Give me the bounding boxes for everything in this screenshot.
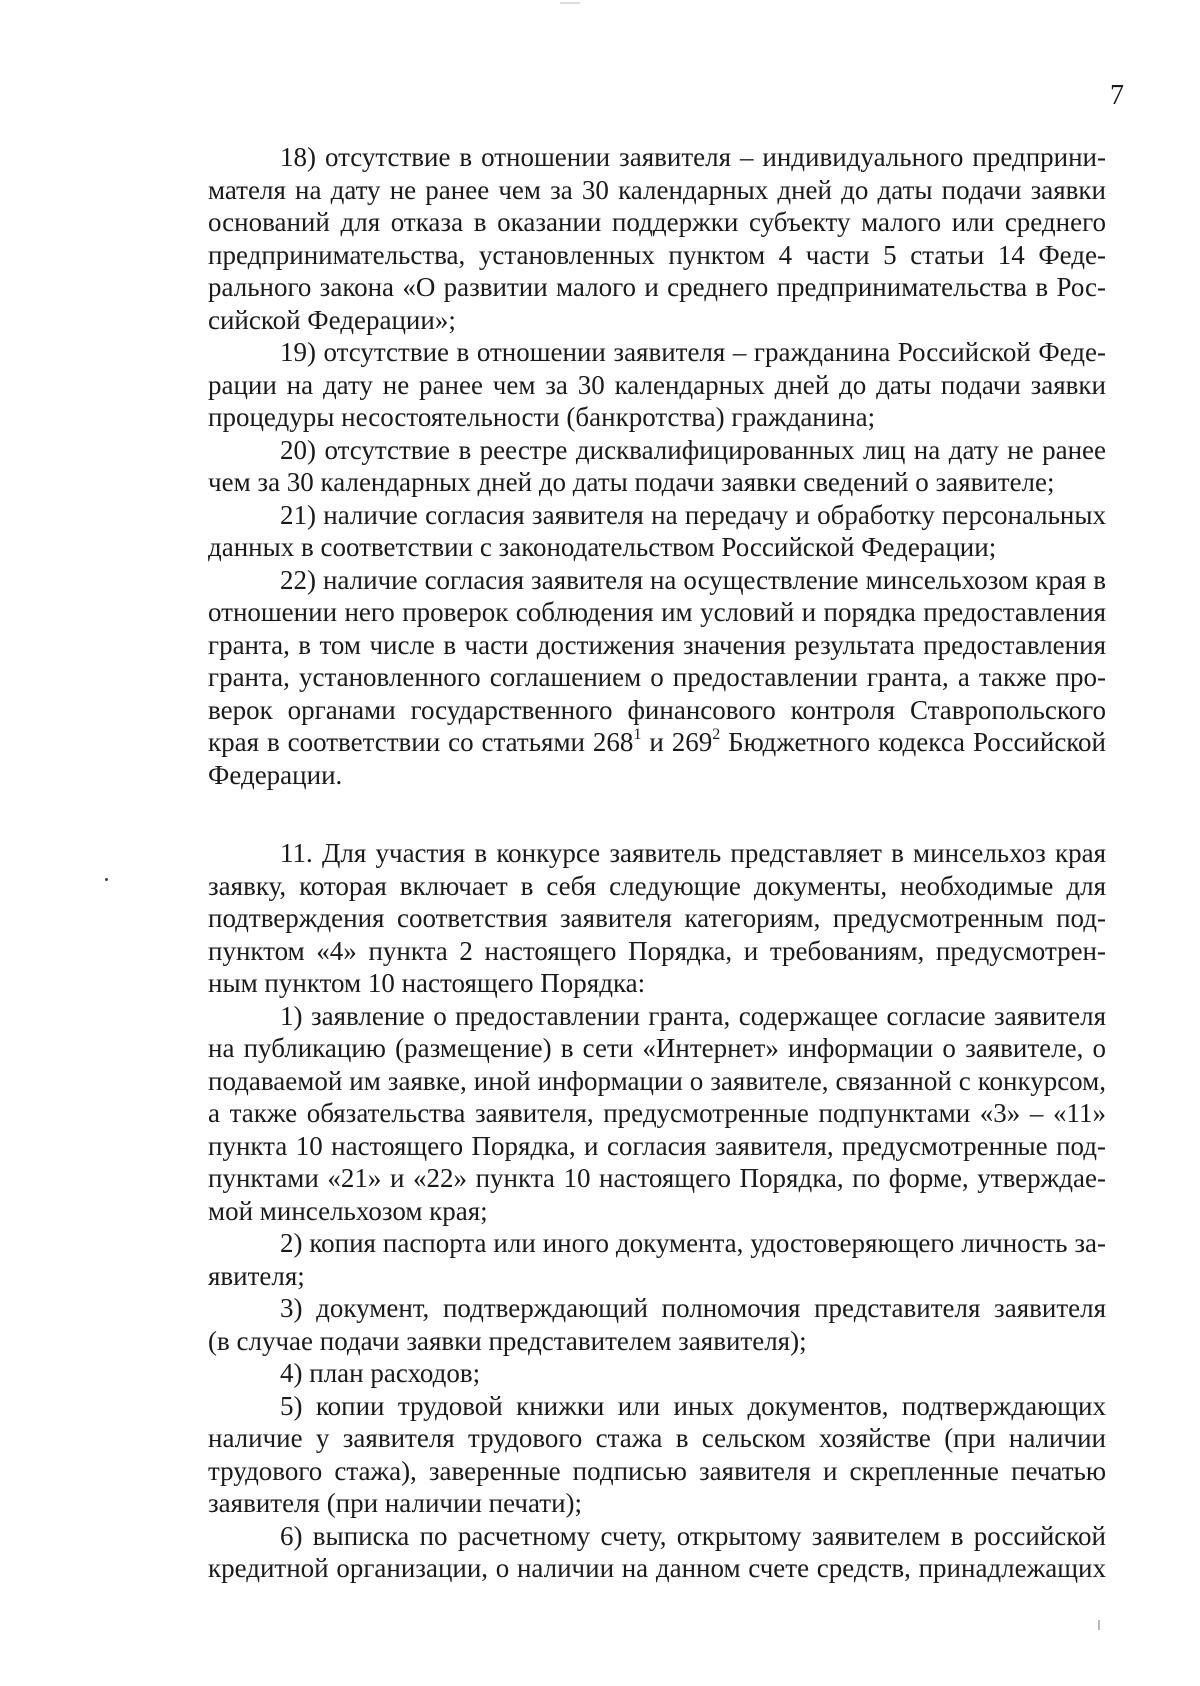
- text-block-documents: [208, 837, 1106, 1585]
- text-line: заявку, которая включает в себя следующие документы, необходимые для: [208, 870, 1106, 901]
- text-line: рации на дату не ранее чем за 30 календарных дней до даты подачи заявки: [208, 369, 1106, 400]
- scan-artifact-dot: [105, 878, 108, 881]
- scan-artifact-top: [560, 2, 580, 4]
- text-line: гранта, в том числе в части достижения значения результата предоставления: [208, 629, 1106, 660]
- superscript-1: 1: [633, 726, 642, 743]
- text-line: заявителя (при наличии печати);: [208, 1488, 583, 1518]
- text-line: 19) отсутствие в отношении заявителя – гражданина Российской Феде-: [280, 337, 1106, 367]
- text-line: 6) выписка по расчетному счету, открытому заявителем в российской: [280, 1520, 1106, 1551]
- text-line: отношении него проверок соблюдения им условий и порядка предоставления: [208, 597, 1106, 627]
- text-line: мателя на дату не ранее чем за 30 календарных дней до даты подачи заявки: [208, 174, 1106, 205]
- text-line: 20) отсутствие в реестре дисквалифицированных лиц на дату не ранее: [280, 434, 1106, 465]
- text-line: трудового стажа), заверенные подписью заявителя и скрепленные печатью: [208, 1455, 1106, 1486]
- text-line: а также обязательства заявителя, предусмотренные подпунктами «3» – «11»: [208, 1098, 1106, 1128]
- text-line-budget-code: [208, 726, 1106, 759]
- scan-artifact-edge: [1098, 1620, 1100, 1630]
- text-line: процедуры несостоятельности (банкротства) гражданина;: [208, 402, 876, 432]
- text-line: 21) наличие согласия заявителя на передачу и обработку персональных: [280, 499, 1106, 530]
- text-block-conditions: [208, 141, 1106, 791]
- text-line: наличие у заявителя трудового стажа в сельском хозяйстве (при наличии: [208, 1423, 1106, 1453]
- text-line: ным пунктом 10 настоящего Порядка:: [208, 968, 646, 998]
- text-line: чем за 30 календарных дней до даты подачи заявки сведений о заявителе;: [208, 467, 1055, 497]
- text-line: (в случае подачи заявки представителем заявителя);: [208, 1325, 807, 1356]
- text-line: рального закона «О развитии малого и среднего предпринимательства в Рос-: [208, 272, 1106, 302]
- text-line: 4) план расходов;: [280, 1358, 481, 1388]
- text-line: оснований для отказа в оказании поддержки субъекту малого или среднего: [208, 207, 1106, 237]
- text-line: 22) наличие согласия заявителя на осуществление минсельхозом края в: [280, 564, 1106, 595]
- text-line: гранта, установленного соглашением о предоставлении гранта, а также про-: [208, 662, 1106, 692]
- text-line: подаваемой им заявке, иной информации о заявителе, связанной с конкурсом,: [208, 1065, 1106, 1096]
- text-line: мой минсельхозом края;: [208, 1195, 488, 1226]
- text-line: Федерации.: [208, 759, 343, 790]
- text-line: 3) документ, подтверждающий полномочия представителя заявителя: [280, 1293, 1106, 1323]
- text-line: пункта 10 настоящего Порядка, и согласия заявителя, предусмотренные под-: [208, 1130, 1106, 1161]
- budget-text-b: и 269: [641, 727, 713, 757]
- page-number: 7: [1110, 80, 1124, 111]
- text-line: 5) копии трудовой книжки или иных документов, подтверждающих: [280, 1390, 1106, 1421]
- text-line: верок органами государственного финансового контроля Ставропольского: [208, 694, 1106, 725]
- text-line: на публикацию (размещение) в сети «Интернет» информации о заявителе, о: [208, 1033, 1106, 1063]
- text-line: 18) отсутствие в отношении заявителя – индивидуального предприни-: [280, 142, 1106, 172]
- budget-text-a: края в соответствии со статьями 268: [208, 727, 634, 757]
- text-line: подтверждения соответствия заявителя категориям, предусмотренным под-: [208, 903, 1106, 933]
- text-line: сийской Федерации»;: [208, 304, 456, 335]
- text-line: пунктами «21» и «22» пункта 10 настоящего Порядка, по форме, утверждае-: [208, 1163, 1106, 1193]
- text-line: пунктом «4» пункта 2 настоящего Порядка, и требованиям, предусмотрен-: [208, 935, 1106, 966]
- text-line: кредитной организации, о наличии на данном счете средств, принадлежащих: [208, 1553, 1106, 1583]
- text-line: явителя;: [208, 1260, 305, 1291]
- text-line: 2) копия паспорта или иного документа, удостоверяющего личность за-: [280, 1228, 1106, 1258]
- text-line: предпринимательства, установленных пунктом 4 части 5 статьи 14 Феде-: [208, 239, 1106, 270]
- text-line: данных в соответствии с законодательством Российской Федерации;: [208, 532, 997, 562]
- text-line: 1) заявление о предоставлении гранта, содержащее согласие заявителя: [280, 1000, 1106, 1031]
- budget-text-c: Бюджетного кодекса Российской: [720, 727, 1107, 757]
- text-line: 11. Для участия в конкурсе заявитель представляет в минсельхоз края: [280, 838, 1106, 868]
- superscript-2: 2: [712, 726, 721, 743]
